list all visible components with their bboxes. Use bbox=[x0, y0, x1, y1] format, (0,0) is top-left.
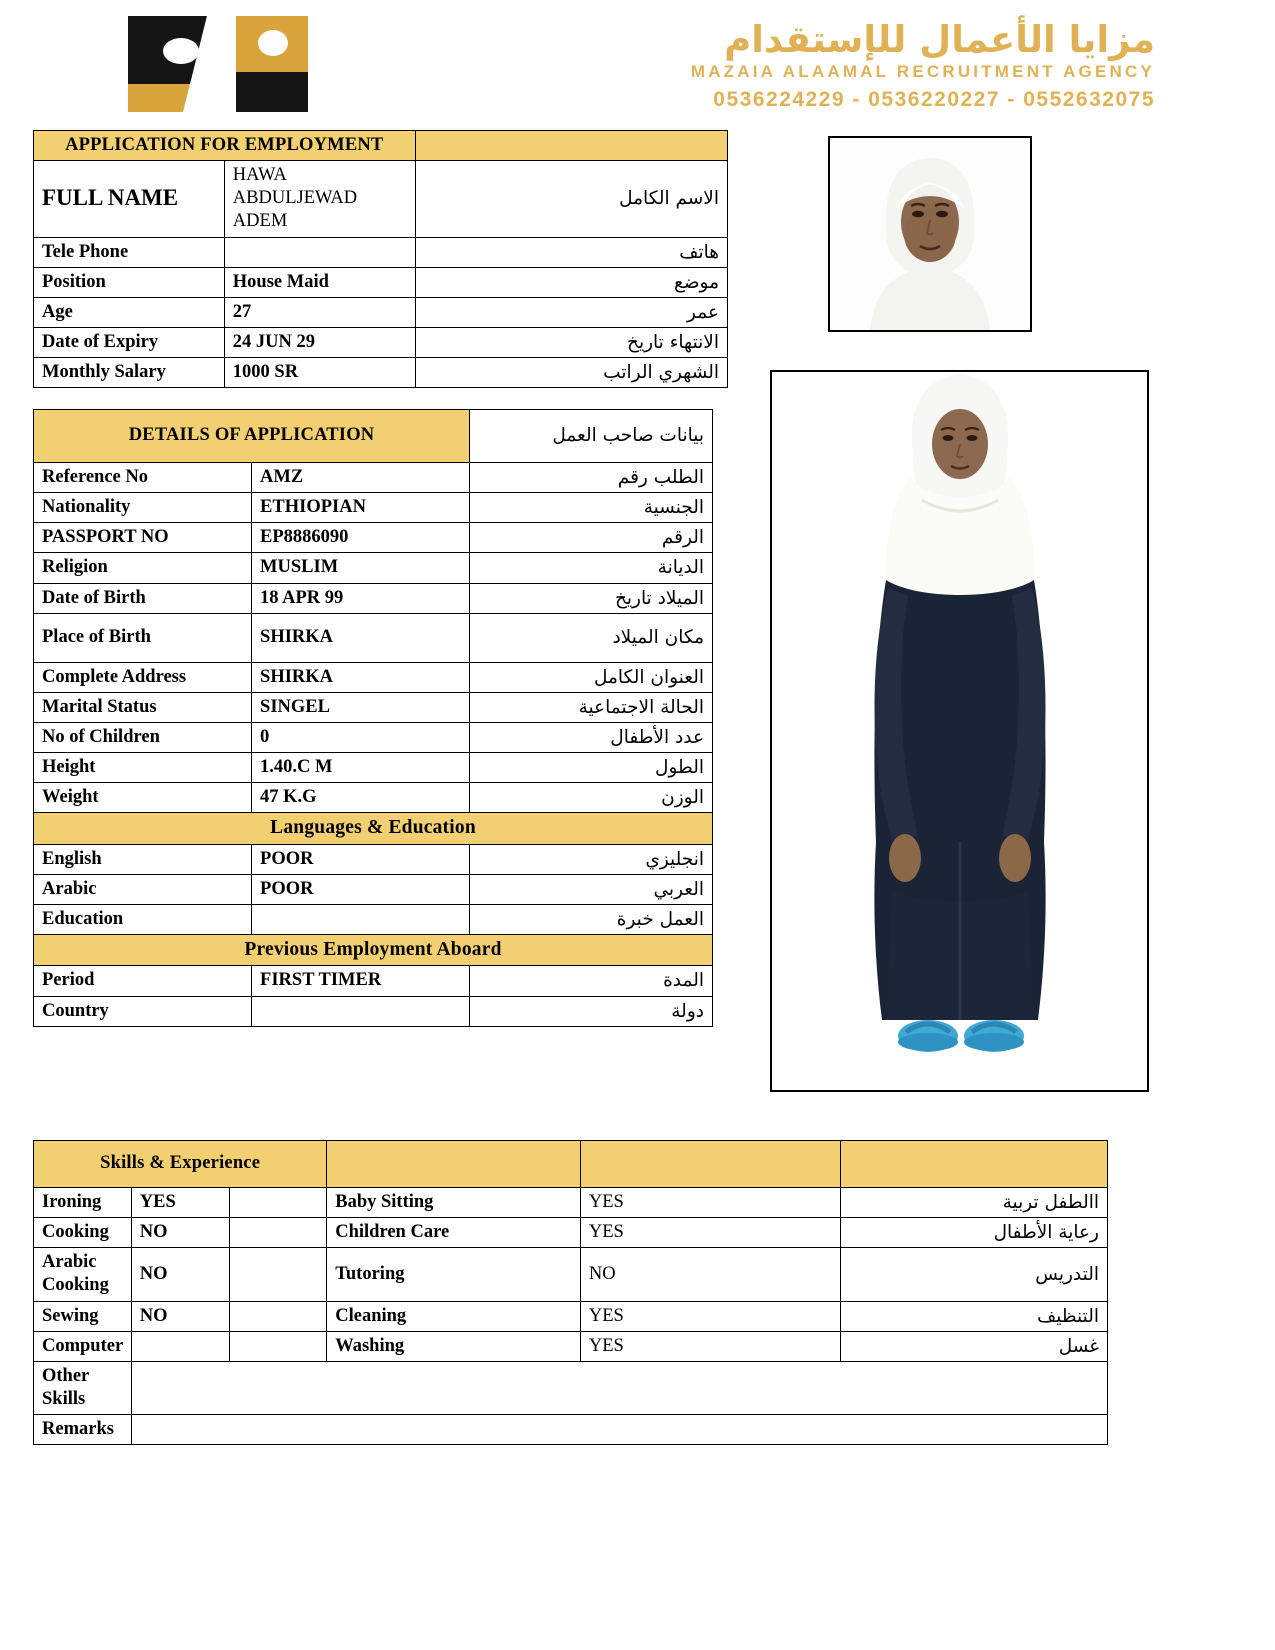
agency-logo bbox=[118, 8, 358, 118]
table-row bbox=[34, 1188, 1108, 1218]
children-care-label: Children Care bbox=[327, 1218, 581, 1248]
table-row bbox=[34, 904, 713, 934]
country-arabic: دولة bbox=[470, 996, 713, 1026]
brand-phone-numbers: 0536224229 - 0536220227 - 0552632075 bbox=[713, 88, 1155, 111]
table-row bbox=[34, 131, 728, 161]
washing-arabic: غسل bbox=[841, 1331, 1108, 1361]
table-row bbox=[34, 523, 713, 553]
complete-address-value: SHIRKA bbox=[252, 662, 470, 692]
full-body-photo bbox=[770, 370, 1149, 1092]
tutoring-arabic: التدريس bbox=[841, 1248, 1108, 1301]
period-label: Period bbox=[34, 966, 252, 996]
table-row bbox=[34, 935, 713, 966]
skills-title-spacer-2 bbox=[580, 1141, 840, 1188]
table-row bbox=[34, 844, 713, 874]
cleaning-value: YES bbox=[580, 1301, 840, 1331]
weight-arabic: الوزن bbox=[470, 783, 713, 813]
logo-shape-gold-oval bbox=[258, 30, 288, 56]
full-name-arabic: الاسم الكامل bbox=[415, 161, 727, 237]
education-arabic: العمل خبرة bbox=[470, 904, 713, 934]
cooking-label: Cooking bbox=[34, 1218, 132, 1248]
arabic-cooking-label: Arabic Cooking bbox=[34, 1248, 132, 1301]
weight-value: 47 K.G bbox=[252, 783, 470, 813]
table-row bbox=[34, 463, 713, 493]
washing-value: YES bbox=[580, 1331, 840, 1361]
age-value: 27 bbox=[224, 297, 415, 327]
date-of-birth-label: Date of Birth bbox=[34, 583, 252, 613]
period-arabic: المدة bbox=[470, 966, 713, 996]
tutoring-label: Tutoring bbox=[327, 1248, 581, 1301]
sewing-extra bbox=[229, 1301, 327, 1331]
table-row bbox=[34, 410, 713, 463]
application-title-spacer bbox=[415, 131, 727, 161]
table-row bbox=[34, 1248, 1108, 1301]
arabic-cooking-value: NO bbox=[131, 1248, 229, 1301]
computer-extra bbox=[229, 1331, 327, 1361]
monthly-salary-value: 1000 SR bbox=[224, 358, 415, 388]
table-row bbox=[34, 493, 713, 523]
education-label: Education bbox=[34, 904, 252, 934]
previous-employment-title: Previous Employment Aboard bbox=[34, 935, 713, 966]
computer-label: Computer bbox=[34, 1331, 132, 1361]
table-row bbox=[34, 1301, 1108, 1331]
marital-status-label: Marital Status bbox=[34, 692, 252, 722]
religion-arabic: الديانة bbox=[470, 553, 713, 583]
ironing-label: Ironing bbox=[34, 1188, 132, 1218]
table-row bbox=[34, 1141, 1108, 1188]
position-arabic: موضع bbox=[415, 267, 727, 297]
table-row bbox=[34, 1415, 1108, 1445]
cleaning-label: Cleaning bbox=[327, 1301, 581, 1331]
table-row bbox=[34, 966, 713, 996]
passport-photo bbox=[828, 136, 1032, 332]
table-row bbox=[34, 783, 713, 813]
nationality-label: Nationality bbox=[34, 493, 252, 523]
other-skills-label: Other Skills bbox=[34, 1361, 132, 1414]
telephone-label: Tele Phone bbox=[34, 237, 225, 267]
children-care-value: YES bbox=[580, 1218, 840, 1248]
children-care-arabic: رعاية الأطفال bbox=[841, 1218, 1108, 1248]
logo-shape-white-oval bbox=[163, 38, 199, 64]
table-row bbox=[34, 996, 713, 1026]
skills-and-experience-table bbox=[33, 1140, 1108, 1445]
skills-title-spacer-1 bbox=[327, 1141, 581, 1188]
monthly-salary-arabic: الشهري الراتب bbox=[415, 358, 727, 388]
table-row bbox=[34, 813, 713, 844]
passport-photo-image bbox=[830, 138, 1030, 330]
marital-status-arabic: الحالة الاجتماعية bbox=[470, 692, 713, 722]
height-value: 1.40.C M bbox=[252, 753, 470, 783]
full-body-photo-image bbox=[772, 372, 1147, 1090]
no-of-children-value: 0 bbox=[252, 722, 470, 752]
skills-title: Skills & Experience bbox=[34, 1141, 327, 1188]
table-row bbox=[34, 662, 713, 692]
no-of-children-arabic: عدد الأطفال bbox=[470, 722, 713, 752]
english-arabic: انجليزي bbox=[470, 844, 713, 874]
details-of-application-table bbox=[33, 409, 713, 1027]
period-value: FIRST TIMER bbox=[252, 966, 470, 996]
english-value: POOR bbox=[252, 844, 470, 874]
country-value bbox=[252, 996, 470, 1026]
table-row bbox=[34, 358, 728, 388]
date-of-birth-arabic: الميلاد تاريخ bbox=[470, 583, 713, 613]
skills-title-spacer-3 bbox=[841, 1141, 1108, 1188]
date-of-expiry-value: 24 JUN 29 bbox=[224, 327, 415, 357]
document-header bbox=[0, 0, 1275, 122]
telephone-arabic: هاتف bbox=[415, 237, 727, 267]
weight-label: Weight bbox=[34, 783, 252, 813]
table-row bbox=[34, 161, 728, 237]
nationality-arabic: الجنسية bbox=[470, 493, 713, 523]
table-row bbox=[34, 753, 713, 783]
arabic-cooking-extra bbox=[229, 1248, 327, 1301]
arabic-label: Arabic bbox=[34, 874, 252, 904]
table-row bbox=[34, 553, 713, 583]
country-label: Country bbox=[34, 996, 252, 1026]
table-row bbox=[34, 237, 728, 267]
brand-name-arabic: مزايا الأعمال للإستقدام bbox=[724, 18, 1155, 61]
passport-no-value: EP8886090 bbox=[252, 523, 470, 553]
place-of-birth-arabic: مكان الميلاد bbox=[470, 613, 713, 662]
table-row bbox=[34, 874, 713, 904]
height-label: Height bbox=[34, 753, 252, 783]
remarks-value bbox=[131, 1415, 1107, 1445]
baby-sitting-label: Baby Sitting bbox=[327, 1188, 581, 1218]
full-name-label: FULL NAME bbox=[34, 161, 225, 237]
age-label: Age bbox=[34, 297, 225, 327]
sewing-value: NO bbox=[131, 1301, 229, 1331]
telephone-value bbox=[224, 237, 415, 267]
details-title-arabic: بيانات صاحب العمل bbox=[470, 410, 713, 463]
other-skills-value bbox=[131, 1361, 1107, 1414]
reference-no-value: AMZ bbox=[252, 463, 470, 493]
logo-shape-black-bar bbox=[236, 72, 308, 112]
passport-no-label: PASSPORT NO bbox=[34, 523, 252, 553]
table-row bbox=[34, 1218, 1108, 1248]
baby-sitting-arabic: االطفل تربية bbox=[841, 1188, 1108, 1218]
complete-address-arabic: العنوان الكامل bbox=[470, 662, 713, 692]
age-arabic: عمر bbox=[415, 297, 727, 327]
table-row bbox=[34, 1361, 1108, 1414]
religion-label: Religion bbox=[34, 553, 252, 583]
table-row bbox=[34, 1331, 1108, 1361]
ironing-extra bbox=[229, 1188, 327, 1218]
cooking-value: NO bbox=[131, 1218, 229, 1248]
table-row bbox=[34, 297, 728, 327]
cleaning-arabic: التنظيف bbox=[841, 1301, 1108, 1331]
height-arabic: الطول bbox=[470, 753, 713, 783]
table-row bbox=[34, 327, 728, 357]
washing-label: Washing bbox=[327, 1331, 581, 1361]
marital-status-value: SINGEL bbox=[252, 692, 470, 722]
english-label: English bbox=[34, 844, 252, 874]
application-title: APPLICATION FOR EMPLOYMENT bbox=[34, 131, 416, 161]
languages-education-title: Languages & Education bbox=[34, 813, 713, 844]
arabic-value: POOR bbox=[252, 874, 470, 904]
reference-no-label: Reference No bbox=[34, 463, 252, 493]
date-of-birth-value: 18 APR 99 bbox=[252, 583, 470, 613]
table-row bbox=[34, 613, 713, 662]
cooking-extra bbox=[229, 1218, 327, 1248]
date-of-expiry-arabic: الانتهاء تاريخ bbox=[415, 327, 727, 357]
application-for-employment-table bbox=[33, 130, 728, 388]
table-row bbox=[34, 722, 713, 752]
place-of-birth-label: Place of Birth bbox=[34, 613, 252, 662]
table-row bbox=[34, 692, 713, 722]
brand-name-english: MAZAIA ALAAMAL RECRUITMENT AGENCY bbox=[690, 62, 1155, 81]
position-label: Position bbox=[34, 267, 225, 297]
tutoring-value: NO bbox=[580, 1248, 840, 1301]
education-value bbox=[252, 904, 470, 934]
table-row bbox=[34, 583, 713, 613]
complete-address-label: Complete Address bbox=[34, 662, 252, 692]
details-title: DETAILS OF APPLICATION bbox=[34, 410, 470, 463]
computer-value bbox=[131, 1331, 229, 1361]
place-of-birth-value: SHIRKA bbox=[252, 613, 470, 662]
passport-no-arabic: الرقم bbox=[470, 523, 713, 553]
reference-no-arabic: الطلب رقم bbox=[470, 463, 713, 493]
arabic-lang-arabic: العربي bbox=[470, 874, 713, 904]
religion-value: MUSLIM bbox=[252, 553, 470, 583]
position-value: House Maid bbox=[224, 267, 415, 297]
monthly-salary-label: Monthly Salary bbox=[34, 358, 225, 388]
no-of-children-label: No of Children bbox=[34, 722, 252, 752]
table-row bbox=[34, 267, 728, 297]
full-name-value: HAWA ABDULJEWAD ADEM bbox=[224, 161, 415, 237]
baby-sitting-value: YES bbox=[580, 1188, 840, 1218]
date-of-expiry-label: Date of Expiry bbox=[34, 327, 225, 357]
nationality-value: ETHIOPIAN bbox=[252, 493, 470, 523]
ironing-value: YES bbox=[131, 1188, 229, 1218]
sewing-label: Sewing bbox=[34, 1301, 132, 1331]
remarks-label: Remarks bbox=[34, 1415, 132, 1445]
